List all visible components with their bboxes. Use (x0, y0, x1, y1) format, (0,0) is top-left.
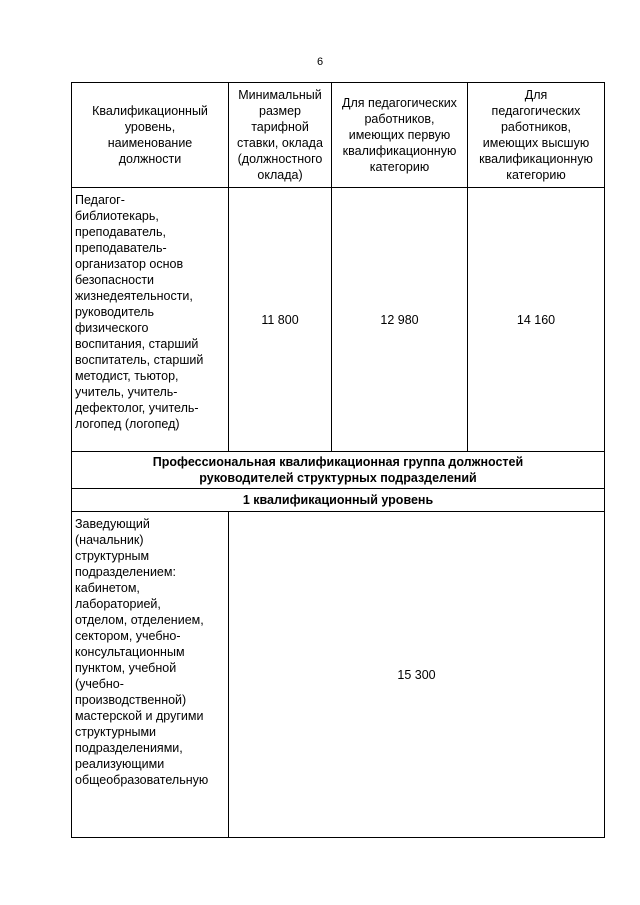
professional-group-heading: Профессиональная квалификационная группа должностей руководителей структурных подразделений (72, 452, 605, 489)
salary-value: 15 300 (229, 512, 605, 838)
qualification-level-heading: 1 квалификационный уровень (72, 489, 605, 512)
header-first-category: Для педагогических работников, имеющих первую квалификационную категорию (332, 83, 468, 188)
header-min-salary: Минимальный размер тарифной ставки, оклада (должностного оклада) (229, 83, 332, 188)
header-highest-category: Для педагогических работников, имеющих высшую квалификационную категорию (468, 83, 605, 188)
table-row (72, 512, 605, 838)
min-salary-value: 11 800 (229, 188, 332, 452)
position-name-cell: Педагог- библиотекарь, преподаватель, преподаватель- организатор основ безопасности жизнедеятельности, руководитель физического воспитания, старший воспитатель, старший методист, тьютор, учитель, учитель- дефектолог, учитель- логопед (логопед) (72, 188, 229, 452)
highest-category-value: 14 160 (468, 188, 605, 452)
level-heading-row (72, 489, 605, 512)
first-category-value: 12 980 (332, 188, 468, 452)
table-row (72, 188, 605, 452)
header-qualification-level: Квалификационный уровень, наименование должности (72, 83, 229, 188)
page-number: 6 (316, 56, 324, 68)
position-name-cell: Заведующий (начальник) структурным подразделением: кабинетом, лабораторией, отделом, отделением, сектором, учебно- консультационным пунктом, учебной (учебно- производственной) мастерской и другими структурными подразделениями, реализующими общеобразовательную (72, 512, 229, 838)
table-header-row (72, 83, 605, 188)
salary-table (71, 82, 605, 838)
group-heading-row (72, 452, 605, 489)
